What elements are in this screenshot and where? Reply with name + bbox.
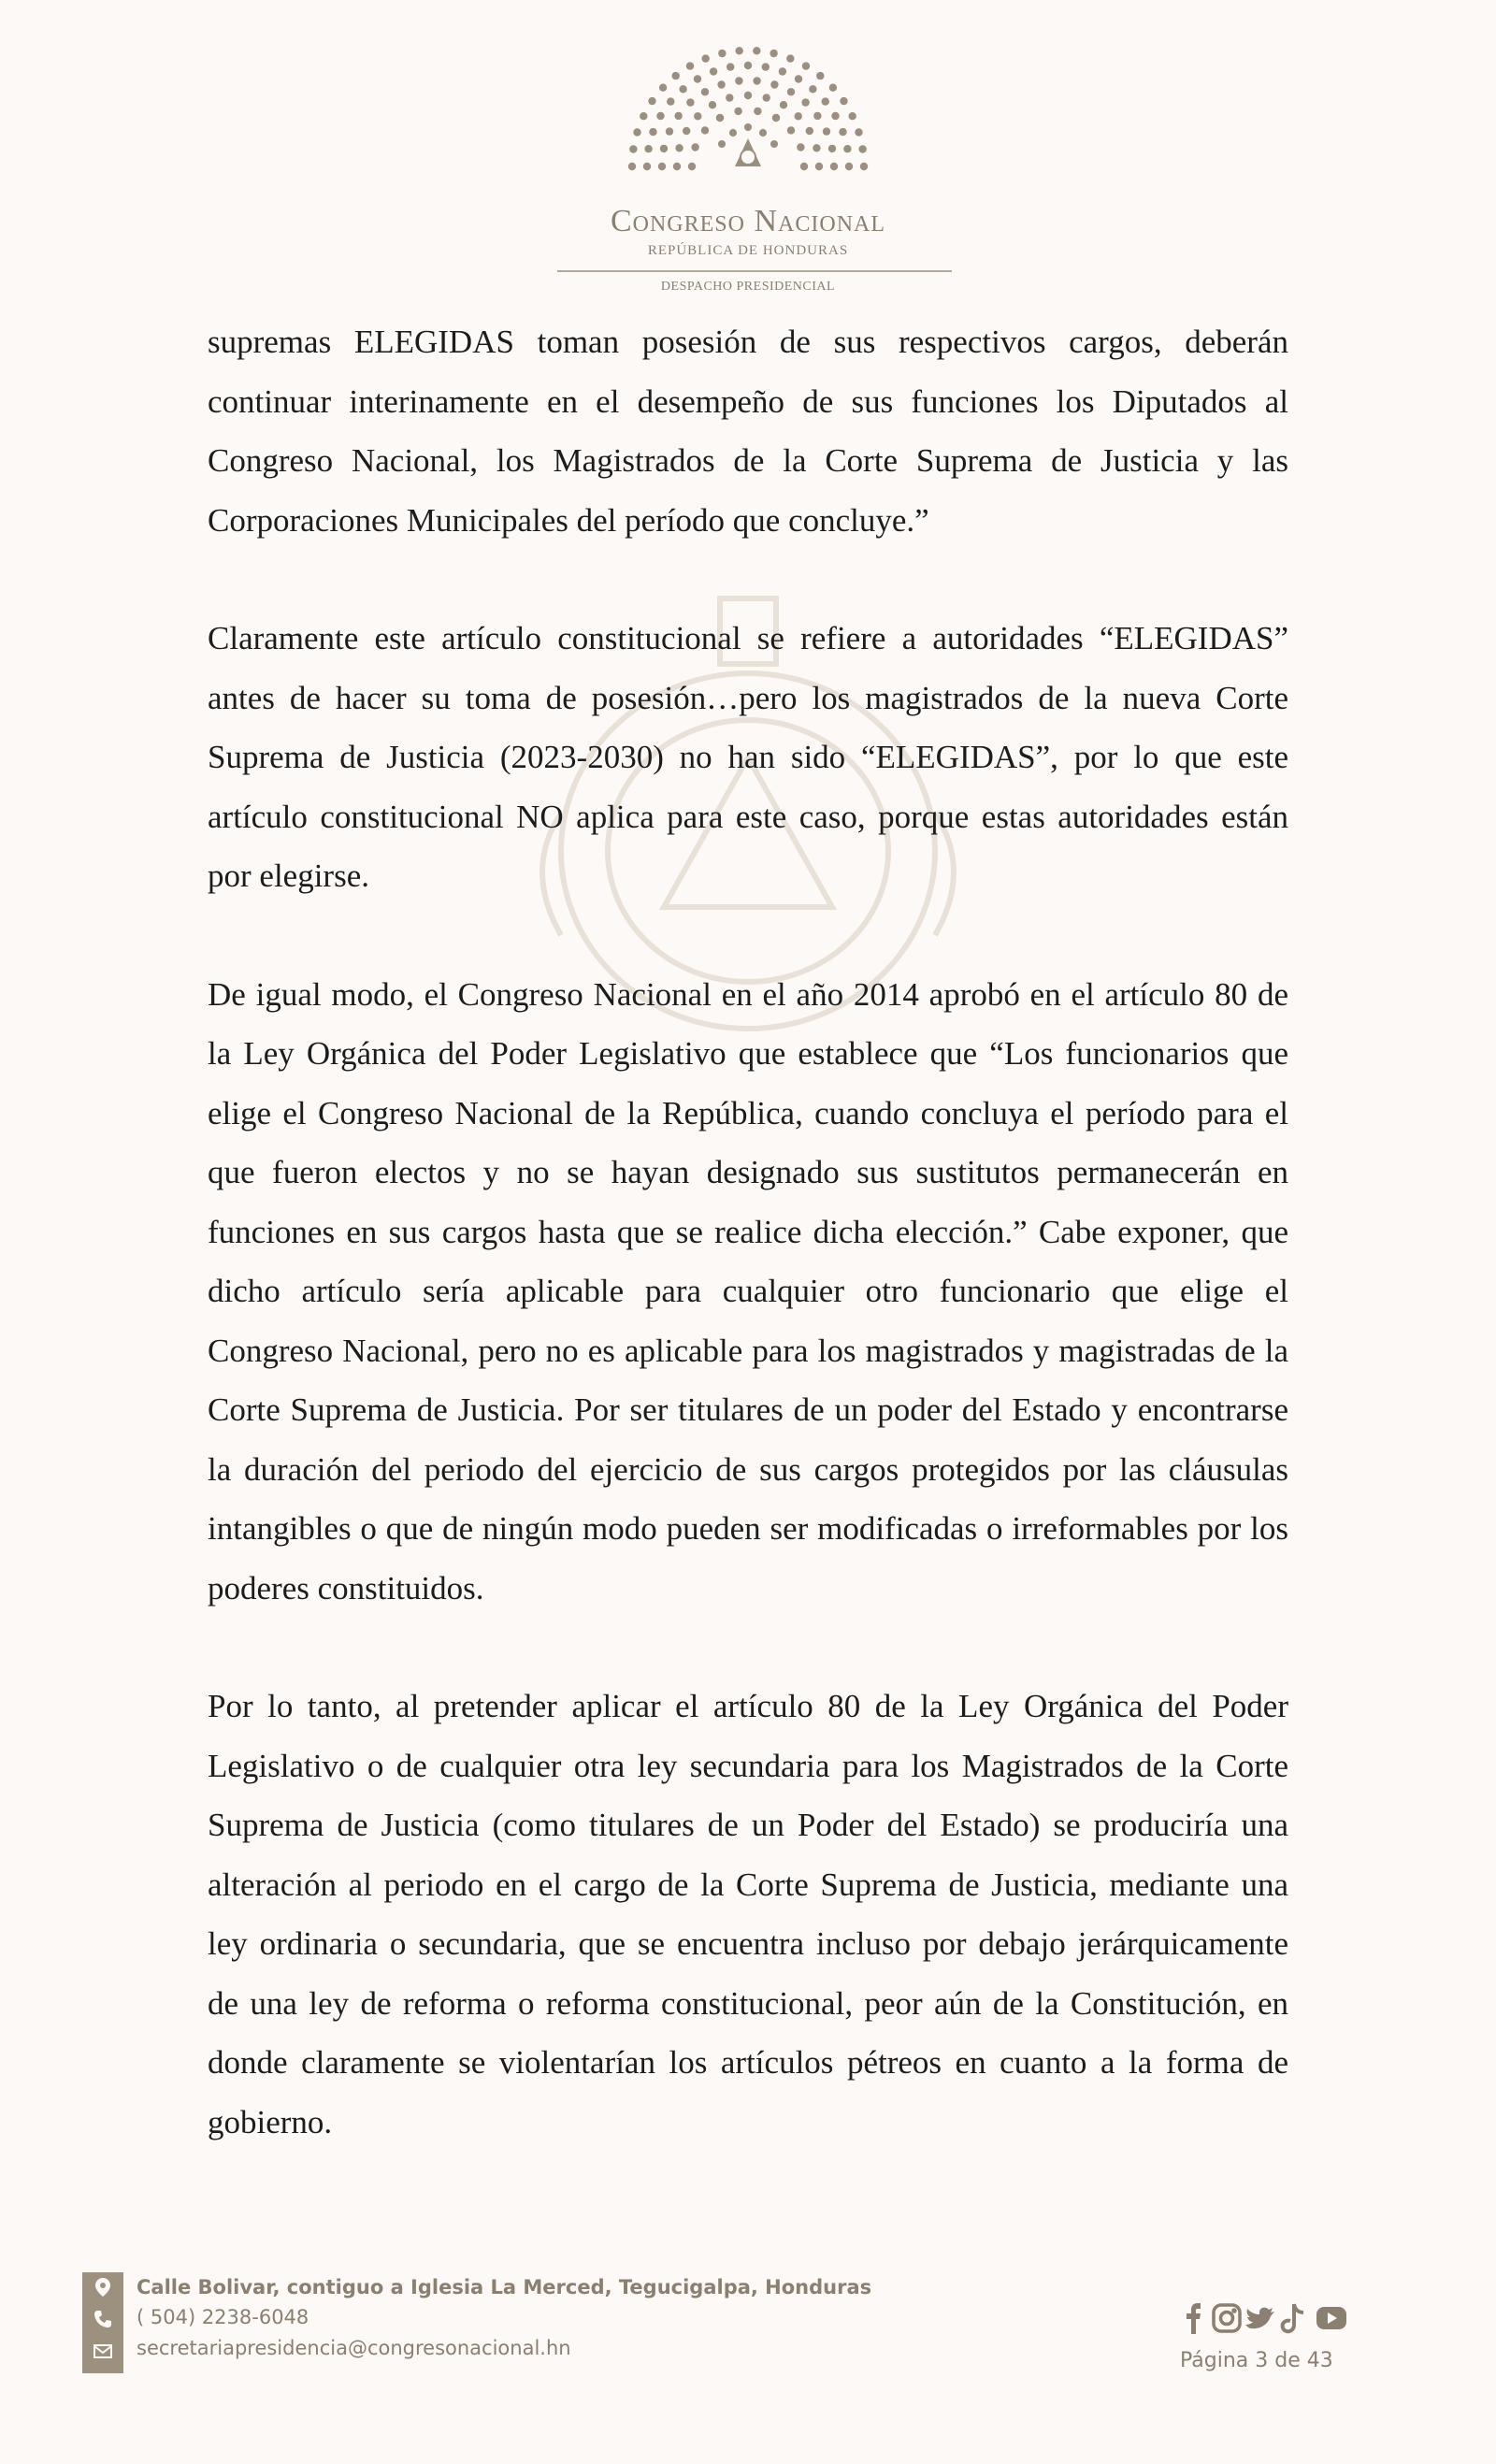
phone-text: ( 504) 2238-6048 [137, 2306, 309, 2328]
location-pin-icon [92, 2276, 114, 2298]
twitter-icon[interactable] [1245, 2308, 1274, 2329]
email-link[interactable]: secretariapresidencia@congresonacional.hn [137, 2337, 571, 2359]
address-text: Calle Bolivar, contiguo a Iglesia La Merced, Tegucigalpa, Honduras [137, 2276, 872, 2298]
header-divider [557, 270, 952, 272]
youtube-icon[interactable] [1316, 2307, 1346, 2329]
letterhead [0, 0, 1496, 309]
mail-icon [92, 2340, 114, 2362]
social-icons [1180, 2300, 1376, 2338]
tiktok-icon[interactable] [1283, 2304, 1303, 2331]
congress-logo-icon [552, 47, 944, 206]
page-number: Página 3 de 43 [1180, 2349, 1333, 2372]
paragraph: Por lo tanto, al pretender aplicar el artículo 80 de la Ley Orgánica del Poder Legislativo o de cualquier otra ley secundaria para los Magistrados de la Corte Suprema de Justicia (como titulares de un Poder del Estado) se produciría una alteración al periodo en el cargo de la Corte Suprema de Justicia, mediante una ley ordinaria o secundaria, que se encuentra incluso por debajo jerárquicamente de una ley de reforma o reforma constitucional, peor aún de la Constitución, en donde claramente se violentarían los artículos pétreos en cuanto a la forma de gobierno. [208, 1688, 1288, 2140]
instagram-icon[interactable] [1214, 2305, 1240, 2331]
paragraph: Claramente este artículo constitucional se refiere a autoridades “ELEGIDAS” antes de hacer su toma de posesión…pero los magistrados de la nueva Corte Suprema de Justicia (2023-2030) no han sido “ELEGIDAS”, por lo que este artículo constitucional NO aplica para este caso, porque estas autoridades están por elegirse. [208, 620, 1288, 894]
phone-icon [92, 2308, 114, 2330]
paragraph: De igual modo, el Congreso Nacional en el año 2014 aprobó en el artículo 80 de la Ley Orgánica del Poder Legislativo que establece que “Los funcionarios que elige el Congreso Nacional de la República, cuando concluya el período para el que fueron electos y no se hayan designado sus sustitutos permanecerán en funciones en sus cargos hasta que se realice dicha elección.” Cabe exponer, que dicho artículo sería aplicable para cualquier otro funcionario que elige el Congreso Nacional, pero no es aplicable para los magistrados y magistradas de la Corte Suprema de Justicia. Por ser titulares de un poder del Estado y encontrarse la duración del periodo del ejercicio de sus cargos protegidos por las cláusulas intangibles o que de ningún modo pueden ser modificadas o irreformables por los poderes constituidos. [208, 975, 1288, 1607]
office-label: DESPACHO PRESIDENCIAL [660, 280, 836, 294]
org-name: Congreso Nacional [610, 204, 886, 238]
paragraph: supremas ELEGIDAS toman posesión de sus respectivos cargos, deberán continuar interinamente en el desempeño de sus funciones los Diputados al Congreso Nacional, los Magistrados de la Corte Suprema de Justicia y las Corporaciones Municipales del período que concluye.” [208, 324, 1288, 539]
document-body [208, 312, 1288, 2211]
facebook-icon[interactable] [1187, 2303, 1201, 2334]
footer [0, 2263, 1496, 2464]
org-subtitle: REPÚBLICA DE HONDURAS [647, 243, 849, 258]
